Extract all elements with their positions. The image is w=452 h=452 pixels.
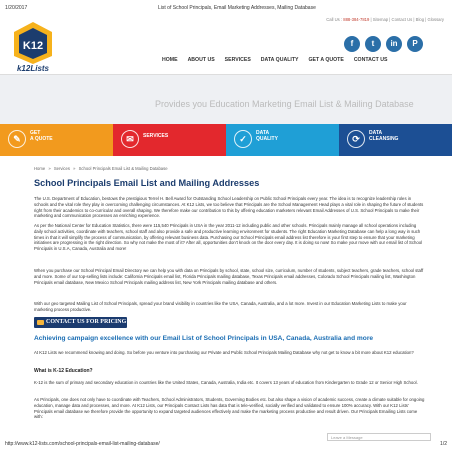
crumb-services[interactable]: Services	[53, 166, 70, 171]
crumb-current: School Principals Email List & Mailing Database	[78, 166, 168, 171]
tile-line1: DATA	[256, 130, 270, 136]
tile-services[interactable]	[113, 124, 226, 156]
top-bar	[0, 12, 452, 32]
print-footer	[5, 441, 447, 447]
quote-icon: ✎	[8, 130, 26, 148]
print-date: 1/20/2017	[5, 5, 28, 11]
nav-about-us[interactable]: ABOUT US	[187, 57, 215, 63]
crumb-separator: »	[48, 166, 51, 171]
crumb-home[interactable]: Home	[34, 166, 46, 171]
intro-paragraph: The U.S. Department of Education, bestows the prestigious Terrel H. Bell Award for Outstanding School Leadership on Public School Principals every year. The idea is to recognize leadership roles in schools and the vital role they play in overcoming challenging circumstances. At K12 Lists, we too believe that Principals are the School Management Head plays a vital role in shaping the future of students right from their academics to co-curricular and overall shaping. We therefore make our contribution to this by offering education marketers relevant Email Addresses of U.S. School Principals to make their marketing and communication processes an enriching experience.	[34, 196, 424, 219]
social-links	[344, 36, 423, 52]
twitter-icon[interactable]: t	[365, 36, 381, 52]
services-icon: ✉	[121, 130, 139, 148]
linkedin-icon[interactable]: in	[386, 36, 402, 52]
page-title: School Principals Email List and Mailing Addresses	[34, 178, 260, 188]
nav-services[interactable]: SERVICES	[224, 57, 251, 63]
page-number: 1/2	[440, 441, 447, 447]
tile-data-quality[interactable]	[226, 124, 339, 156]
facebook-icon[interactable]: f	[344, 36, 360, 52]
quality-icon: ✓	[234, 130, 252, 148]
principals-paragraph: As Principals, one does not only have to coordinate with Teachers, School Administrators, Students, Governing Bodies etc. but also shape a vision of academic success, create a climate suitable for ongoing education, manage data and processes, and more. At K12 Lists, our Principals Contact Lists has data that is tele-verified, socially verified and validated to ensure 100% accuracy. With our K12 Lists' Principals email database we therefore provide the opportunity to expand targeted audiences effectively and make the marketing process productive and result driven. Our Principals Emailing Lists come with:	[34, 397, 425, 420]
hero-tagline: Provides you Education Marketing Email List & Mailing Database	[155, 99, 414, 109]
logo-graphic	[10, 20, 56, 72]
logo-text: K12	[22, 40, 44, 52]
breadcrumb	[34, 166, 170, 171]
contact-pricing-label: CONTACT US FOR PRICING	[46, 319, 127, 325]
nav-contact-us[interactable]: CONTACT US	[353, 57, 388, 63]
tile-line2: A QUOTE	[30, 136, 53, 142]
k12-definition-paragraph: K-12 is the sum of primary and secondary education in countries like the United States, Canada, Australia, India etc. It covers 13 years of education from Kindergarten to Grade 12 or Senior High School.	[34, 380, 418, 385]
tile-line2: QUALITY	[256, 136, 278, 142]
feature-tiles	[0, 124, 452, 156]
tile-get-a-quote[interactable]	[0, 124, 113, 156]
campaign-subheading: Achieving campaign excellence with our Email List of School Principals in USA, Canada, Australia and more	[34, 335, 374, 342]
geo-paragraph: With our geo targeted Mailing List of School Principals, spread your brand visibility in countries like the USA, Canada, Australia, and a lot more. Invest in our Education Marketing Lists to make your marketing process productive.	[34, 301, 407, 312]
tile-line1: SERVICES	[143, 133, 169, 139]
tile-data-cleansing[interactable]	[339, 124, 452, 156]
envelope-icon	[37, 320, 44, 325]
footer-url: http://www.k12-lists.com/school-principals-email-list-mailing-database/	[5, 441, 160, 447]
tile-line1: GET	[30, 130, 41, 136]
tile-line1: DATA	[369, 130, 383, 136]
recommend-paragraph: At K12 Lists we recommend knowing and doing. So before you venture into purchasing our Private and Public School Principals Mailing Database why not get to know a bit more about K12 education?	[34, 350, 414, 355]
nav-home[interactable]: HOME	[162, 57, 178, 63]
tile-line2: CLEANSING	[369, 136, 399, 142]
nav-get-a-quote[interactable]: GET A QUOTE	[308, 57, 344, 63]
pinterest-icon[interactable]: P	[407, 36, 423, 52]
contact-pricing-button[interactable]	[34, 317, 127, 328]
k12-heading: What is K-12 Education?	[34, 368, 93, 374]
site-logo[interactable]	[10, 20, 56, 72]
statistics-paragraph: As per the National Center for Education Statistics, there were 115,540 Principals in USA in the year 2011-12 including public and other schools. Principals mainly manage all school operations including daily school activities, coordinate with teachers, school staff and also provide a safe and productive learning environment for students. The right Education Marketing Database can help a long way in such times in that it will simplify the process of communication, by offering relevant business data. Purchasing our School Principals email address list therefore is your first step to ensure that your marketing initiatives are progressing in the right direction. So why not make the most of it? After all, opportunities don't knock on the door every day. It is doing so now! So make your move with our email list of School Principals in U.S.A, Canada, Australia and more!	[34, 223, 423, 252]
call-label: Call Us :	[326, 17, 343, 22]
directory-paragraph: When you purchase our School Principal Email Directory we can help you with data on Principals by school, state, school size, curriculum, number of students, subject teachers, grade teachers, school staff and more. Some of our top-selling lists include: California Principals email list, Florida Principals mailing database, Texas Principals email addresses, Colorado School Principals mailing list, Washington Principals email database, New Mexico School Principals mailing address list, New York Principals mailing database and others.	[34, 268, 424, 285]
cleansing-icon: ⟳	[347, 130, 365, 148]
phone-number[interactable]: 888-384-7819	[343, 17, 370, 22]
print-header	[0, 0, 452, 12]
logo-subtext: k12Lists	[16, 64, 50, 72]
nav-data-quality[interactable]: DATA QUALITY	[260, 57, 299, 63]
main-nav	[162, 57, 387, 63]
top-links[interactable]: | Sitemap | Contact Us | Blog | Glossary	[370, 17, 444, 22]
leave-message-button[interactable]: Leave a Message	[327, 433, 431, 441]
contact-info	[326, 17, 444, 22]
print-title: List of School Principals, Email Marketing Addresses, Mailing Database	[158, 5, 316, 11]
crumb-separator: »	[73, 166, 76, 171]
